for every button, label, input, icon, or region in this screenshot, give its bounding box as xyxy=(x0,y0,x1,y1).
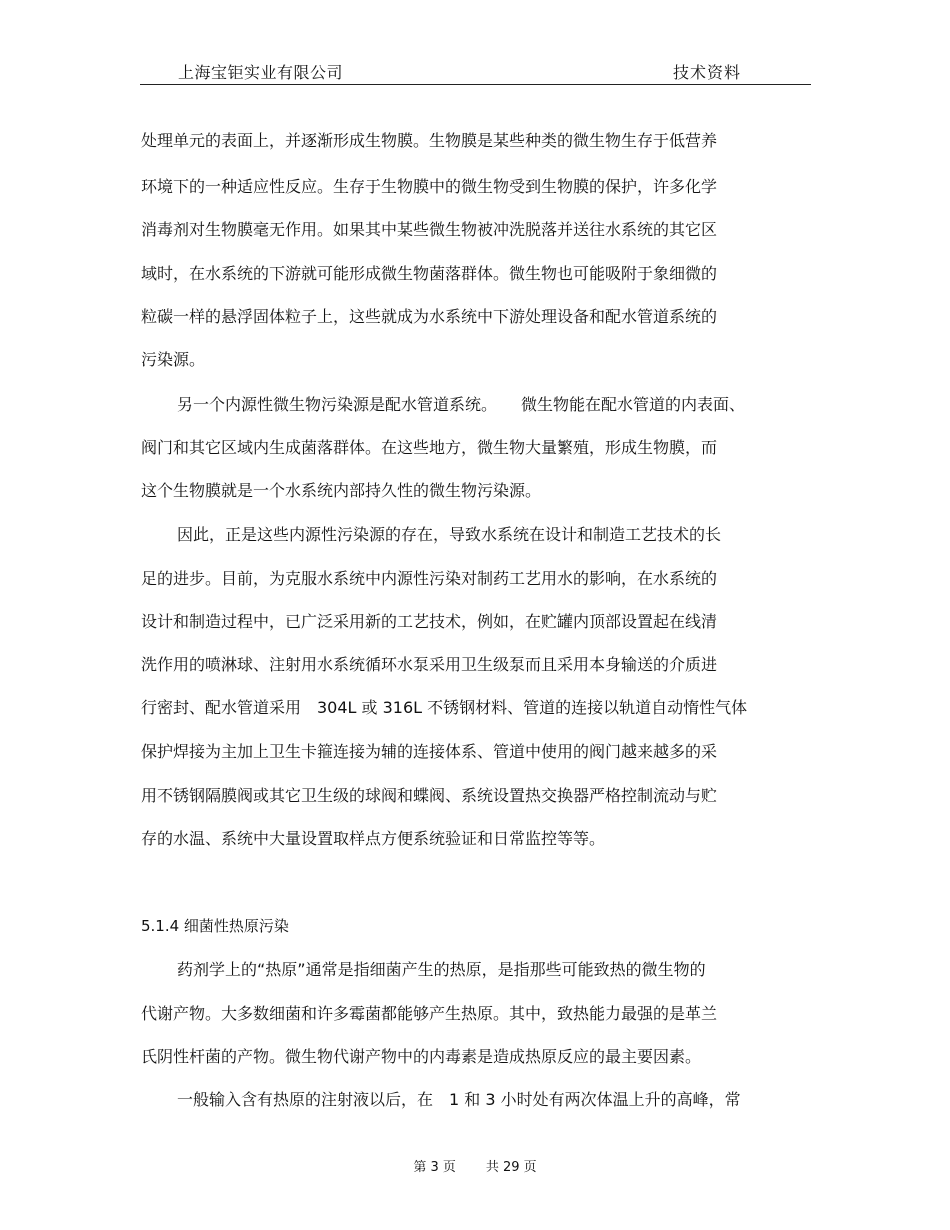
body-line: 粒碳一样的悬浮固体粒子上，这些就成为水系统中下游处理设备和配水管道系统的 xyxy=(141,307,718,326)
page-footer xyxy=(0,1160,950,1176)
page-header xyxy=(140,54,811,85)
body-line: 因此，正是这些内源性污染源的存在，导致水系统在设计和制造工艺技术的长 xyxy=(177,525,722,544)
body-line: 另一个内源性微生物污染源是配水管道系统。 微生物能在配水管道的内表面、 xyxy=(177,395,746,414)
body-line: 存的水温、系统中大量设置取样点方便系统验证和日常监控等等。 xyxy=(141,829,606,848)
body-line: 代谢产物。大多数细菌和许多霉菌都能够产生热原。其中，致热能力最强的是革兰 xyxy=(141,1004,718,1023)
body-line: 用不锈钢隔膜阀或其它卫生级的球阀和蝶阀、系统设置热交换器严格控制流动与贮 xyxy=(141,786,718,805)
body-line: 污染源。 xyxy=(141,350,206,369)
body-line: 处理单元的表面上，并逐渐形成生物膜。生物膜是某些种类的微生物生存于低营养 xyxy=(141,131,718,150)
body-line: 洗作用的喷淋球、注射用水系统循环水泵采用卫生级泵而且采用本身输送的介质进 xyxy=(141,655,718,674)
body-line: 氏阴性杆菌的产物。微生物代谢产物中的内毒素是造成热原反应的最主要因素。 xyxy=(141,1047,702,1066)
company-name: 上海宝钜实业有限公司 xyxy=(178,63,344,82)
body-line: 足的进步。目前，为克服水系统中内源性污染对制药工艺用水的影响，在水系统的 xyxy=(141,569,718,588)
body-line: 环境下的一种适应性反应。生存于生物膜中的微生物受到生物膜的保护，许多化学 xyxy=(141,177,718,196)
section-heading: 5.1.4 细菌性热原污染 xyxy=(141,917,289,935)
body-line: 这个生物膜就是一个水系统内部持久性的微生物污染源。 xyxy=(141,481,542,500)
document-type: 技术资料 xyxy=(673,63,742,82)
body-line: 域时，在水系统的下游就可能形成微生物菌落群体。微生物也可能吸附于象细微的 xyxy=(141,264,718,283)
page-number: 第 3 页 xyxy=(413,1160,456,1175)
body-line: 消毒剂对生物膜毫无作用。如果其中某些微生物被冲洗脱落并送往水系统的其它区 xyxy=(141,220,718,239)
body-line: 行密封、配水管道采用 304L 或 316L 不锈钢材料、管道的连接以轨道自动惰性气体 xyxy=(141,698,748,717)
body-line: 一般输入含有热原的注射液以后，在 1 和 3 小时处有两次体温上升的高峰，常 xyxy=(177,1090,741,1109)
total-pages: 共 29 页 xyxy=(485,1160,537,1175)
body-line: 阀门和其它区域内生成菌落群体。在这些地方，微生物大量繁殖，形成生物膜，而 xyxy=(141,438,718,457)
body-line: 保护焊接为主加上卫生卡箍连接为辅的连接体系、管道中使用的阀门越来越多的采 xyxy=(141,742,718,761)
body-line: 药剂学上的“热原”通常是指细菌产生的热原，是指那些可能致热的微生物的 xyxy=(177,960,706,979)
body-line: 设计和制造过程中，已广泛采用新的工艺技术，例如，在贮罐内顶部设置起在线清 xyxy=(141,612,718,631)
